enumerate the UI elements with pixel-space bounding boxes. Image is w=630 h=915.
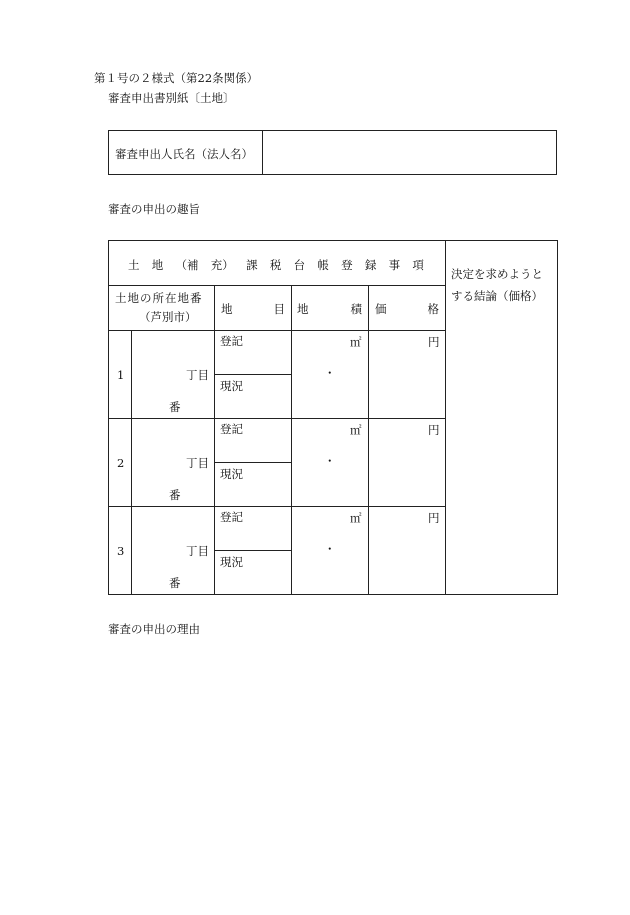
row-yen: 円 [428,335,440,349]
col-kakaku-header [375,301,439,317]
table-border-top [108,240,558,241]
purpose-heading: 審査の申出の趣旨 [108,202,200,216]
col-location-line1: 土地の所在地番 [115,291,203,305]
row-actual: 現況 [220,379,243,393]
col-location-line2: （芦別市） [139,310,197,324]
row-separator-1 [108,418,446,419]
row-area-dot: ・ [324,542,336,556]
form-number: 第１号の２様式（第22条関係） [94,71,259,85]
group-header [128,257,424,273]
row-registered: 登記 [220,422,243,436]
col-kakaku-char: 格 [427,302,439,316]
row-registered: 登記 [220,334,243,348]
form-title: 審査申出書別紙〔土地〕 [108,91,235,105]
col-chimoku-char: 地 [221,302,233,316]
row-number: 2 [117,456,125,470]
row-area-unit: ㎡ [350,335,362,349]
col-chiseki-char: 積 [350,302,362,316]
gh-char: 項 [412,258,424,272]
subrow-line-1 [214,374,292,375]
row-number: 3 [117,544,125,558]
gh-char: 地 [151,258,164,272]
group-header-line [108,285,446,286]
gh-char: 土 [128,258,140,272]
col-chiseki-char: 地 [297,302,309,316]
row-ban: 番 [169,400,181,414]
gh-char: 事 [388,258,401,272]
gh-char: （補 [175,258,199,272]
decision-header-line1: 決定を求めようと [451,267,543,281]
gh-char: 録 [364,258,377,272]
row-yen: 円 [428,423,440,437]
row-actual: 現況 [220,467,243,481]
header-bottom-line [108,330,446,331]
decision-header-line2: する結論（価格） [451,289,543,303]
row-number: 1 [117,368,125,382]
row-yen: 円 [428,511,440,525]
row-chome: 丁目 [186,368,209,382]
gh-char: 登 [341,258,353,272]
col-divider-chiseki [368,285,369,595]
table-border-right [557,240,558,595]
row-registered: 登記 [220,510,243,524]
table-border-bottom [108,594,558,595]
col-kakaku-char: 価 [375,302,387,316]
subrow-line-2 [214,462,292,463]
row-area-unit: ㎡ [350,511,362,525]
col-chimoku-char: 目 [273,302,285,316]
gh-char: 課 [246,258,258,272]
row-separator-2 [108,506,446,507]
subrow-line-3 [214,550,292,551]
applicant-label: 審査申出人氏名（法人名） [115,147,253,161]
col-chiseki-header [297,301,362,317]
row-area-dot: ・ [324,454,336,468]
gh-char: 台 [293,258,306,272]
row-area-dot: ・ [324,366,336,380]
row-chome: 丁目 [186,544,209,558]
row-ban: 番 [169,576,181,590]
row-area-unit: ㎡ [350,423,362,437]
reason-heading: 審査の申出の理由 [108,622,200,636]
col-divider-number [131,330,132,595]
row-actual: 現況 [220,555,243,569]
row-chome: 丁目 [186,456,209,470]
gh-char: 充） [210,258,234,272]
gh-char: 帳 [317,258,329,272]
col-chimoku-header [221,301,285,317]
col-divider-location [214,285,215,595]
row-ban: 番 [169,488,181,502]
col-divider-chimoku [291,285,292,595]
gh-char: 税 [269,258,282,272]
